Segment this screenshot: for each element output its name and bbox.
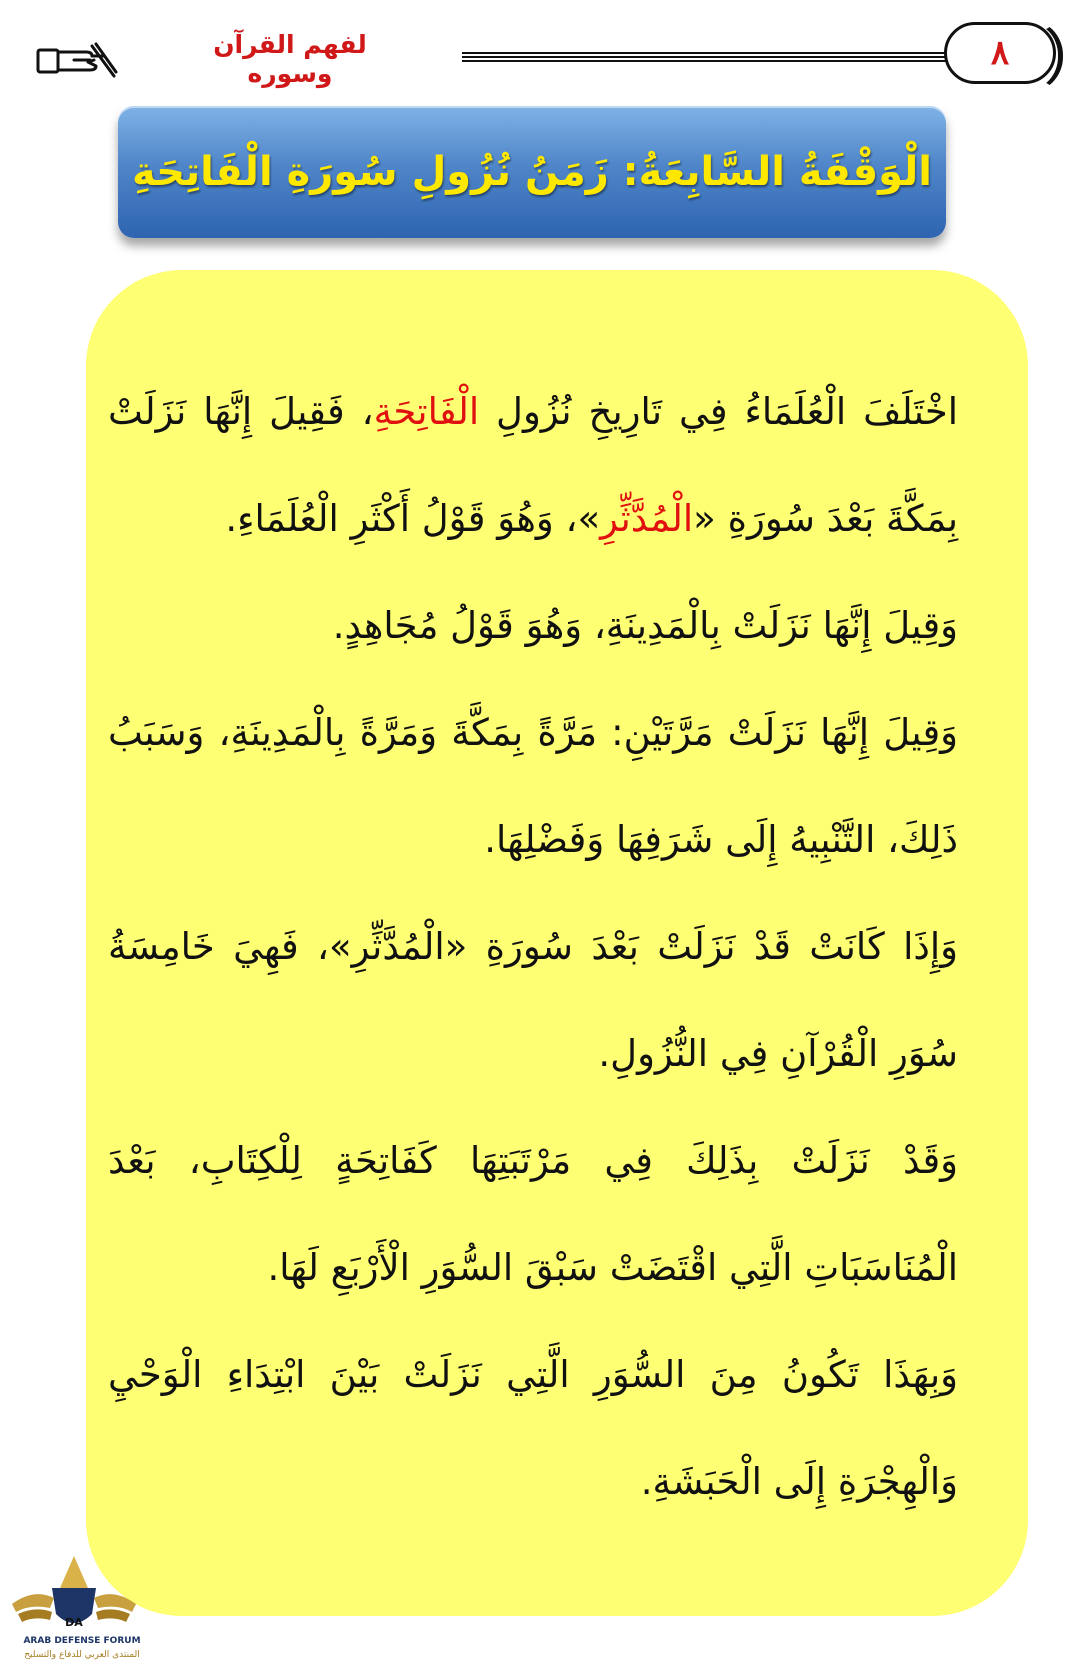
highlight-muddaththir: الْمُدَّثِّرِ (600, 497, 694, 540)
header-divider (462, 52, 946, 62)
writing-hand-icon (34, 40, 118, 80)
page-number-text: ٨ (990, 33, 1010, 73)
paragraph-5: وَقَدْ نَزَلَتْ بِذَلِكَ فِي مَرْتَبَتِهَا كَفَاتِحَةٍ لِلْكِتَابِ، بَعْدَ الْمُنَاسَبَاتِ الَّتِي اقْتَضَتْ سَبْقَ السُّوَرِ الْأَرْبَعِ لَهَا. (108, 1139, 958, 1289)
paragraph-1-part-b: ، فَقِيلَ إِنَّهَا نَزَلَتْ بِمَكَّةَ بَعْدَ سُورَةِ « (108, 390, 958, 540)
section-title: الْوَقْفَةُ السَّابِعَةُ: زَمَنُ نُزُولِ سُورَةِ الْفَاتِحَةِ (132, 149, 932, 195)
paragraph-2: وَقِيلَ إِنَّهَا نَزَلَتْ بِالْمَدِينَةِ، وَهُوَ قَوْلُ مُجَاهِدٍ. (332, 604, 958, 647)
paragraph-3: وَقِيلَ إِنَّهَا نَزَلَتْ مَرَّتَيْنِ: مَرَّةً بِمَكَّةَ وَمَرَّةً بِالْمَدِينَةِ، وَسَبَبُ ذَلِكَ، التَّنْبِيهُ إِلَى شَرَفِهَا وَفَضْلِهَا. (108, 711, 958, 861)
section-banner (118, 106, 946, 238)
watermark-name-ar: المنتدى العربي للدفاع والتسليح (24, 1650, 140, 1660)
watermark-name-en: ARAB DEFENSE FORUM (23, 1636, 141, 1646)
paragraph-4: وَإِذَا كَانَتْ قَدْ نَزَلَتْ بَعْدَ سُورَةِ «الْمُدَّثِّرِ»، فَهِيَ خَامِسَةُ سُوَرِ الْقُرْآنِ فِي النُّزُولِ. (108, 925, 958, 1075)
paragraph-1-part-a: اخْتَلَفَ الْعُلَمَاءُ فِي تَارِيخِ نُزُولِ (479, 390, 958, 433)
page-number (944, 22, 1056, 84)
paragraph-1 (108, 358, 958, 572)
paragraph-6: وَبِهَذَا تَكُونُ مِنَ السُّوَرِ الَّتِي نَزَلَتْ بَيْنَ ابْتِدَاءِ الْوَحْيِ وَالْهِجْرَةِ إِلَى الْحَبَشَةِ. (108, 1353, 958, 1503)
book-title: لفهم القرآن وسوره (213, 30, 367, 88)
logo-letters: DA (65, 1616, 83, 1629)
paragraph-1-part-c: »، وَهُوَ قَوْلُ أَكْثَرِ الْعُلَمَاءِ. (225, 497, 601, 540)
body-text (108, 358, 958, 1535)
highlight-fatiha: الْفَاتِحَةِ (373, 390, 480, 433)
